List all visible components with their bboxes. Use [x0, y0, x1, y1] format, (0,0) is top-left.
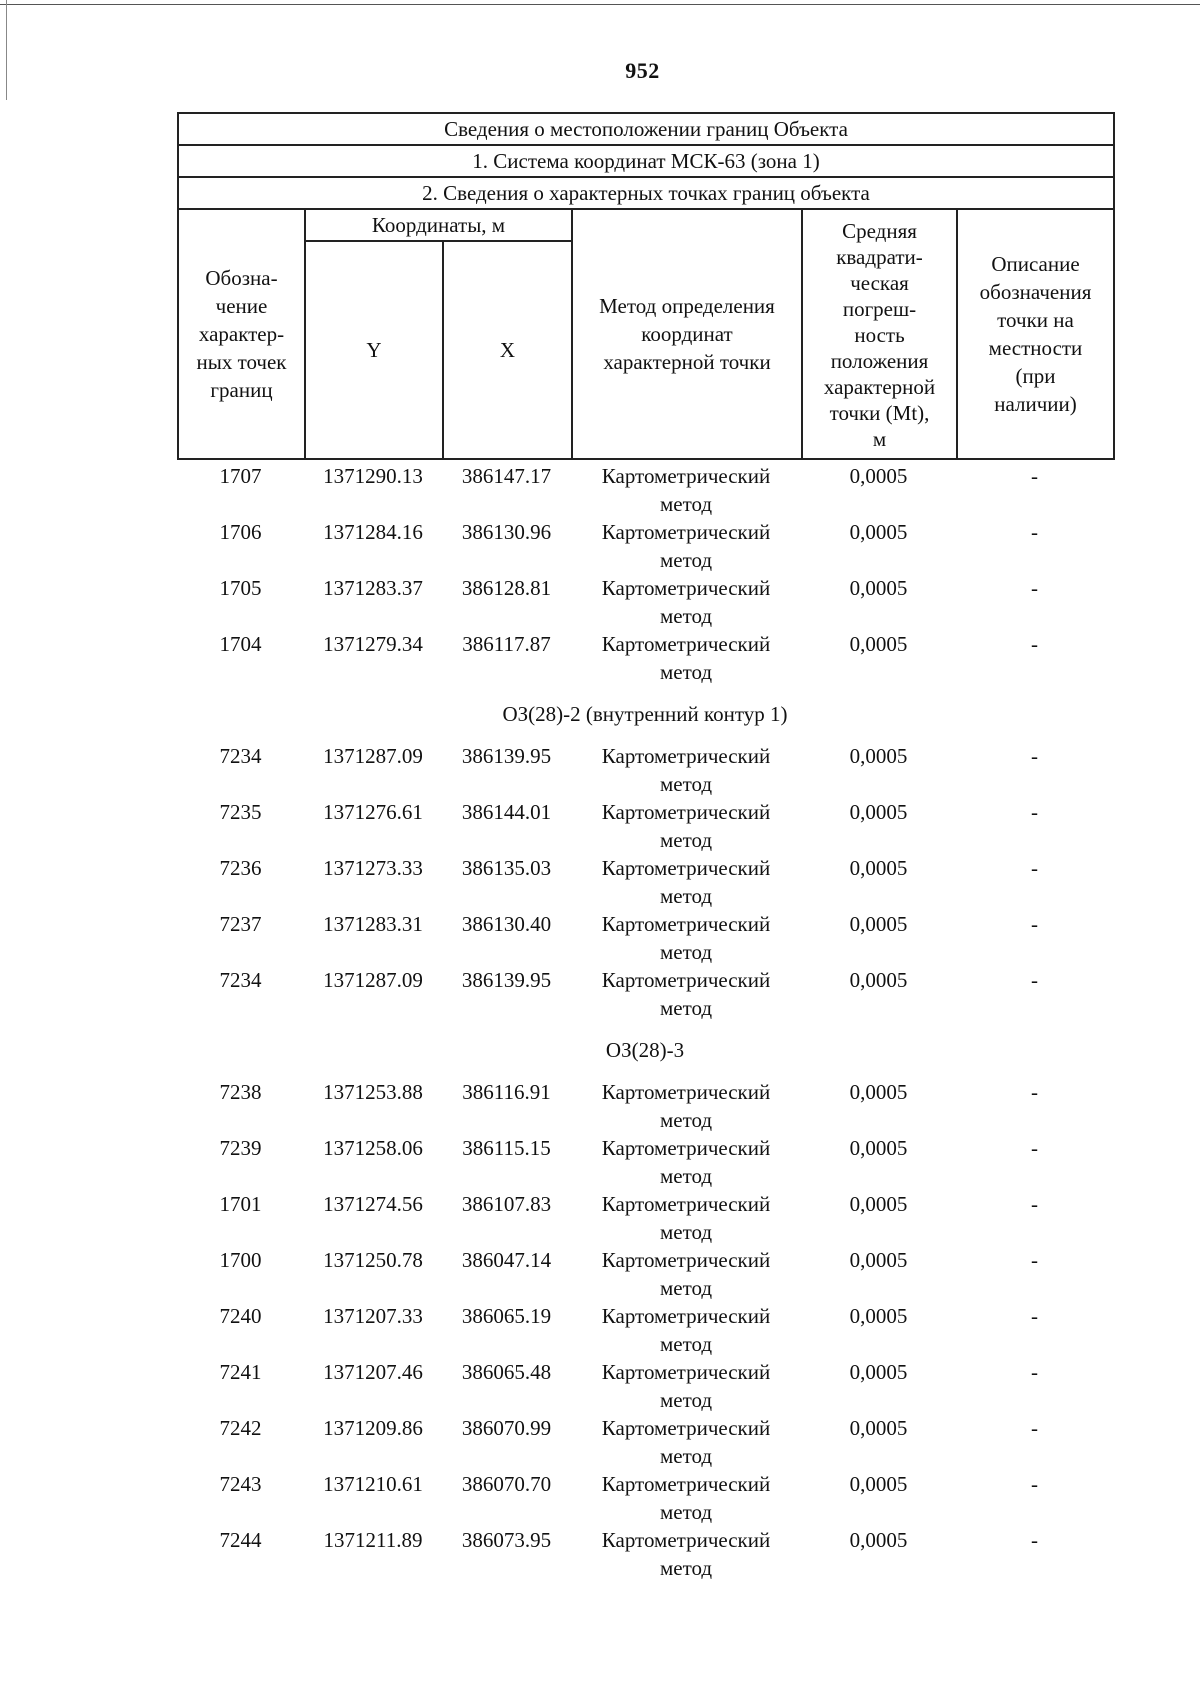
- description: -: [1031, 1360, 1038, 1384]
- table-row: [177, 518, 1113, 574]
- column-designation: Обозна- чение характер- ных точек границ: [178, 209, 305, 459]
- top-border-line: [0, 4, 1200, 5]
- column-y: Y: [305, 241, 443, 459]
- point-id: 7234: [219, 968, 262, 992]
- coordinate-x: 386117.87: [462, 632, 551, 656]
- method: Картометрический метод: [601, 912, 771, 964]
- coordinate-y: 1371209.86: [323, 1416, 423, 1440]
- table-row: [177, 742, 1113, 798]
- mean-error: 0,0005: [849, 1360, 908, 1384]
- column-x: X: [443, 241, 572, 459]
- method: Картометрический метод: [601, 1304, 771, 1356]
- coordinate-x: 386116.91: [462, 1080, 551, 1104]
- point-id: 7243: [219, 1472, 262, 1496]
- table-row: [177, 1358, 1113, 1414]
- coordinate-x: 386070.70: [461, 1472, 552, 1496]
- table-row: [177, 1414, 1113, 1470]
- coordinate-y: 1371250.78: [323, 1248, 423, 1272]
- method: Картометрический метод: [601, 856, 771, 908]
- mean-error: 0,0005: [849, 1304, 908, 1328]
- table-row: [177, 1190, 1113, 1246]
- column-error: Средняя квадрати- ческая погреш- ность положения характерной точки (Mt), м: [802, 209, 957, 459]
- coordinate-x: 386065.19: [461, 1304, 552, 1328]
- coordinate-x: 386130.96: [461, 520, 552, 544]
- mean-error: 0,0005: [849, 1472, 908, 1496]
- mean-error: 0,0005: [849, 744, 908, 768]
- table-row: [177, 1246, 1113, 1302]
- point-id: 7237: [219, 912, 262, 936]
- point-id: 7238: [219, 1080, 262, 1104]
- method: Картометрический метод: [601, 632, 771, 684]
- point-id: 1707: [219, 464, 262, 488]
- mean-error: 0,0005: [849, 520, 908, 544]
- point-id: 7242: [219, 1416, 262, 1440]
- description: -: [1031, 1248, 1038, 1272]
- mean-error: 0,0005: [849, 968, 908, 992]
- method: Картометрический метод: [601, 800, 771, 852]
- mean-error: 0,0005: [849, 1192, 908, 1216]
- coordinate-x: 386139.95: [461, 968, 552, 992]
- description: -: [1031, 744, 1038, 768]
- description: -: [1031, 968, 1038, 992]
- coordinate-x: 386047.14: [461, 1248, 552, 1272]
- coordinate-y: 1371274.56: [323, 1192, 423, 1216]
- point-id: 1706: [219, 520, 262, 544]
- description: -: [1031, 912, 1038, 936]
- group-title: ОЗ(28)-3: [605, 1038, 685, 1062]
- column-method: Метод определения координат характерной точки: [572, 209, 802, 459]
- point-id: 7235: [219, 800, 262, 824]
- coordinate-system: 1. Система координат МСК-63 (зона 1): [178, 145, 1114, 177]
- table-row: [177, 1302, 1113, 1358]
- table-title: Сведения о местоположении границ Объекта: [178, 113, 1114, 145]
- mean-error: 0,0005: [849, 1416, 908, 1440]
- table-row: [177, 630, 1113, 686]
- table-row: [177, 1134, 1113, 1190]
- coordinate-y: 1371283.31: [323, 912, 423, 936]
- method: Картометрический метод: [601, 1080, 771, 1132]
- method: Картометрический метод: [601, 464, 771, 516]
- coordinate-y: 1371207.46: [323, 1360, 423, 1384]
- table-row: [177, 1526, 1113, 1582]
- points-section-title: 2. Сведения о характерных точках границ объекта: [178, 177, 1114, 209]
- description: -: [1031, 1304, 1038, 1328]
- description: -: [1031, 1136, 1038, 1160]
- column-description: Описание обозначения точки на местности (при наличии): [957, 209, 1114, 459]
- table-row: [177, 1078, 1113, 1134]
- description: -: [1031, 1192, 1038, 1216]
- mean-error: 0,0005: [849, 912, 908, 936]
- mean-error: 0,0005: [849, 632, 908, 656]
- description: -: [1031, 464, 1038, 488]
- method: Картометрический метод: [601, 1528, 771, 1580]
- page-number: 952: [625, 58, 660, 83]
- description: -: [1031, 576, 1038, 600]
- method: Картометрический метод: [601, 520, 771, 572]
- point-id: 1700: [219, 1248, 262, 1272]
- mean-error: 0,0005: [849, 1080, 908, 1104]
- coordinate-x: 386130.40: [461, 912, 552, 936]
- description: -: [1031, 800, 1038, 824]
- description: -: [1031, 1472, 1038, 1496]
- coordinate-x: 386144.01: [461, 800, 552, 824]
- point-id: 1701: [219, 1192, 262, 1216]
- header-table: [177, 112, 1115, 460]
- coordinate-y: 1371276.61: [323, 800, 423, 824]
- coordinate-x: 386070.99: [461, 1416, 552, 1440]
- method: Картометрический метод: [601, 1192, 771, 1244]
- coordinate-y: 1371290.13: [323, 464, 423, 488]
- left-scan-edge: [6, 0, 7, 100]
- coordinate-y: 1371283.37: [323, 576, 423, 600]
- method: Картометрический метод: [601, 576, 771, 628]
- method: Картометрический метод: [601, 1248, 771, 1300]
- coordinate-x: 386135.03: [461, 856, 552, 880]
- method: Картометрический метод: [601, 1136, 771, 1188]
- description: -: [1031, 520, 1038, 544]
- description: -: [1031, 1416, 1038, 1440]
- coordinate-y: 1371210.61: [323, 1472, 423, 1496]
- point-id: 7236: [219, 856, 262, 880]
- mean-error: 0,0005: [849, 576, 908, 600]
- point-id: 1705: [219, 576, 262, 600]
- table-row: [177, 966, 1113, 1022]
- table-row: [177, 910, 1113, 966]
- points-list: [177, 462, 1113, 1582]
- table-row: [177, 854, 1113, 910]
- coordinate-y: 1371287.09: [323, 744, 423, 768]
- point-id: 7240: [219, 1304, 262, 1328]
- method: Картометрический метод: [601, 1472, 771, 1524]
- coordinate-x: 386115.15: [462, 1136, 551, 1160]
- coordinate-x: 386065.48: [461, 1360, 552, 1384]
- description: -: [1031, 856, 1038, 880]
- coordinate-x: 386147.17: [461, 464, 552, 488]
- point-id: 7244: [219, 1528, 262, 1552]
- table-row: [177, 574, 1113, 630]
- description: -: [1031, 1528, 1038, 1552]
- coordinate-y: 1371279.34: [323, 632, 423, 656]
- mean-error: 0,0005: [849, 1248, 908, 1272]
- description: -: [1031, 1080, 1038, 1104]
- mean-error: 0,0005: [849, 800, 908, 824]
- mean-error: 0,0005: [849, 1136, 908, 1160]
- method: Картометрический метод: [601, 968, 771, 1020]
- column-coordinates: Координаты, м: [305, 209, 572, 241]
- mean-error: 0,0005: [849, 464, 908, 488]
- coordinate-y: 1371207.33: [323, 1304, 423, 1328]
- method: Картометрический метод: [601, 1360, 771, 1412]
- group-title: ОЗ(28)-2 (внутренний контур 1): [502, 702, 788, 726]
- point-id: 7239: [219, 1136, 262, 1160]
- coordinate-x: 386128.81: [461, 576, 552, 600]
- description: -: [1031, 632, 1038, 656]
- table-row: [177, 1470, 1113, 1526]
- point-id: 7241: [219, 1360, 262, 1384]
- coordinate-y: 1371258.06: [323, 1136, 423, 1160]
- point-id: 7234: [219, 744, 262, 768]
- table-row: [177, 462, 1113, 518]
- mean-error: 0,0005: [849, 856, 908, 880]
- method: Картометрический метод: [601, 744, 771, 796]
- method: Картометрический метод: [601, 1416, 771, 1468]
- mean-error: 0,0005: [849, 1528, 908, 1552]
- coordinate-x: 386139.95: [461, 744, 552, 768]
- point-id: 1704: [219, 632, 262, 656]
- coordinate-y: 1371253.88: [323, 1080, 423, 1104]
- coordinate-x: 386073.95: [461, 1528, 552, 1552]
- coordinate-x: 386107.83: [461, 1192, 552, 1216]
- coordinate-y: 1371284.16: [323, 520, 423, 544]
- table-row: [177, 798, 1113, 854]
- coordinate-y: 1371273.33: [323, 856, 423, 880]
- coordinate-y: 1371287.09: [323, 968, 423, 992]
- coordinate-y: 1371211.89: [323, 1528, 423, 1552]
